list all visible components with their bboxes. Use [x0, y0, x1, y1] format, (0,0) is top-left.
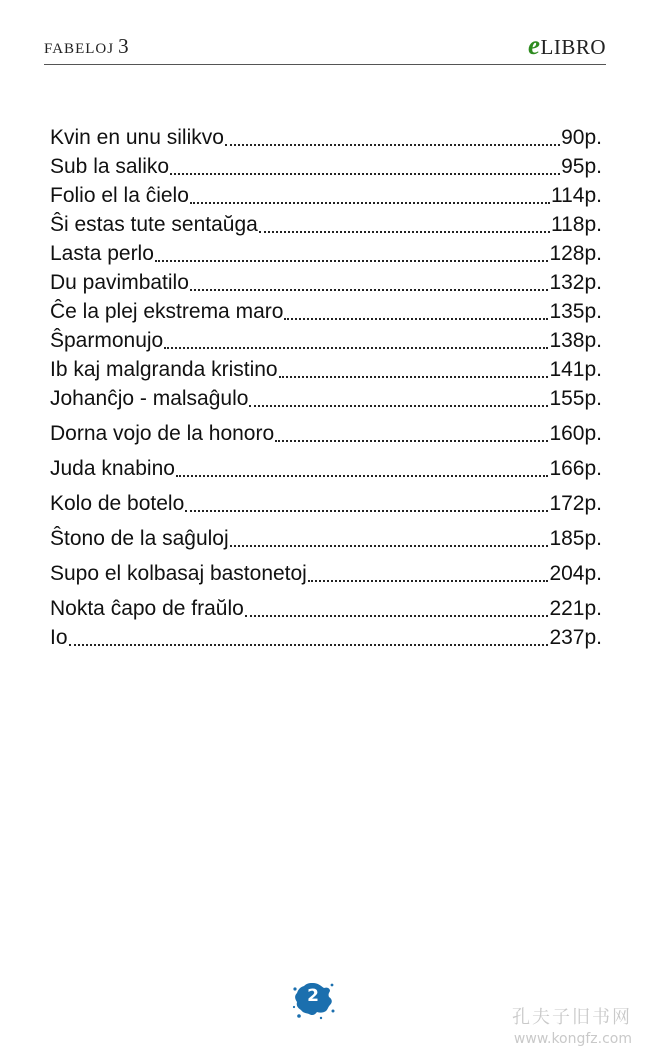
toc-entry-page: 160p.	[549, 422, 602, 445]
dot-leader	[245, 615, 549, 617]
toc-entry-page: 204p.	[549, 562, 602, 585]
toc-entry	[50, 559, 602, 588]
series-name: FABELOJ	[44, 41, 115, 57]
toc-entry-page: 114p.	[551, 184, 602, 207]
dot-leader	[230, 545, 549, 547]
toc-entry-title: Io	[50, 626, 68, 649]
dot-leader	[284, 318, 548, 320]
page-header	[44, 30, 606, 65]
toc-entry-page: 221p.	[549, 597, 602, 620]
toc-entry-page: 138p.	[549, 329, 602, 352]
toc-entry	[50, 355, 602, 384]
toc-entry-page: 155p.	[549, 387, 602, 410]
page-number-badge	[291, 980, 335, 1020]
toc-entry-title: Kvin en unu silikvo	[50, 126, 224, 149]
toc-entry-title: Du pavimbatilo	[50, 271, 189, 294]
toc-entry-title: Lasta perlo	[50, 242, 154, 265]
dot-leader	[259, 231, 550, 233]
toc-entry-title: Supo el kolbasaj bastonetoj	[50, 562, 307, 585]
dot-leader	[185, 510, 548, 512]
toc-entry	[50, 326, 602, 355]
dot-leader	[69, 644, 549, 646]
toc-entry-page: 132p.	[549, 271, 602, 294]
toc-entry-title: Ĉe la plej ekstrema maro	[50, 300, 284, 323]
toc-entry-page: 90p.	[561, 126, 602, 149]
watermark-url: www.kongfz.com	[513, 1031, 632, 1047]
page-number: 2	[307, 986, 319, 1006]
dot-leader	[176, 475, 549, 477]
toc-entry-title: Nokta ĉapo de fraŭlo	[50, 597, 244, 620]
toc-entry-title: Juda knabino	[50, 457, 175, 480]
dot-leader	[190, 202, 550, 204]
toc-entry-title: Dorna vojo de la honoro	[50, 422, 275, 445]
toc-entry	[50, 623, 602, 652]
toc-entry-title: Johanĉjo - malsaĝulo	[50, 387, 249, 410]
dot-leader	[308, 580, 549, 582]
dot-leader	[225, 144, 560, 146]
toc-entry	[50, 419, 602, 448]
toc-entry-title: Ŝtono de la saĝuloj	[50, 527, 229, 550]
toc-entry	[50, 268, 602, 297]
toc-entry	[50, 152, 602, 181]
table-of-contents	[50, 123, 602, 652]
toc-entry-title: Folio el la ĉielo	[50, 184, 189, 207]
toc-entry-title: Ŝi estas tute sentaŭga	[50, 213, 258, 236]
dot-leader	[164, 347, 548, 349]
dot-leader	[155, 260, 549, 262]
toc-entry	[50, 123, 602, 152]
toc-entry-page: 141p.	[549, 358, 602, 381]
dot-leader	[249, 405, 548, 407]
toc-entry-page: 172p.	[549, 492, 602, 515]
toc-entry	[50, 489, 602, 518]
toc-entry	[50, 181, 602, 210]
watermark-chinese: 孔夫子旧书网	[512, 1007, 632, 1028]
dot-leader	[275, 440, 548, 442]
dot-leader	[279, 376, 549, 378]
toc-entry	[50, 384, 602, 413]
brand-logo-e: e	[528, 30, 541, 60]
toc-entry	[50, 210, 602, 239]
dot-leader	[170, 173, 560, 175]
toc-entry	[50, 524, 602, 553]
toc-entry-title: Ib kaj malgranda kristino	[50, 358, 278, 381]
dot-leader	[190, 289, 549, 291]
toc-entry-page: 118p.	[551, 213, 602, 236]
series-title	[44, 34, 130, 59]
toc-entry-page: 128p.	[549, 242, 602, 265]
toc-entry	[50, 454, 602, 483]
brand-logo-text: LIBRO	[540, 35, 606, 59]
toc-entry-page: 95p.	[561, 155, 602, 178]
series-volume: 3	[118, 34, 130, 58]
toc-entry-page: 237p.	[549, 626, 602, 649]
toc-entry-title: Kolo de botelo	[50, 492, 185, 515]
toc-entry-page: 166p.	[549, 457, 602, 480]
brand-logo	[528, 30, 606, 61]
toc-entry-page: 135p.	[549, 300, 602, 323]
toc-entry	[50, 297, 602, 326]
toc-entry-title: Sub la saliko	[50, 155, 170, 178]
toc-entry	[50, 239, 602, 268]
toc-entry-title: Ŝparmonujo	[50, 329, 164, 352]
watermark	[512, 1003, 632, 1047]
toc-entry-page: 185p.	[549, 527, 602, 550]
toc-entry	[50, 594, 602, 623]
